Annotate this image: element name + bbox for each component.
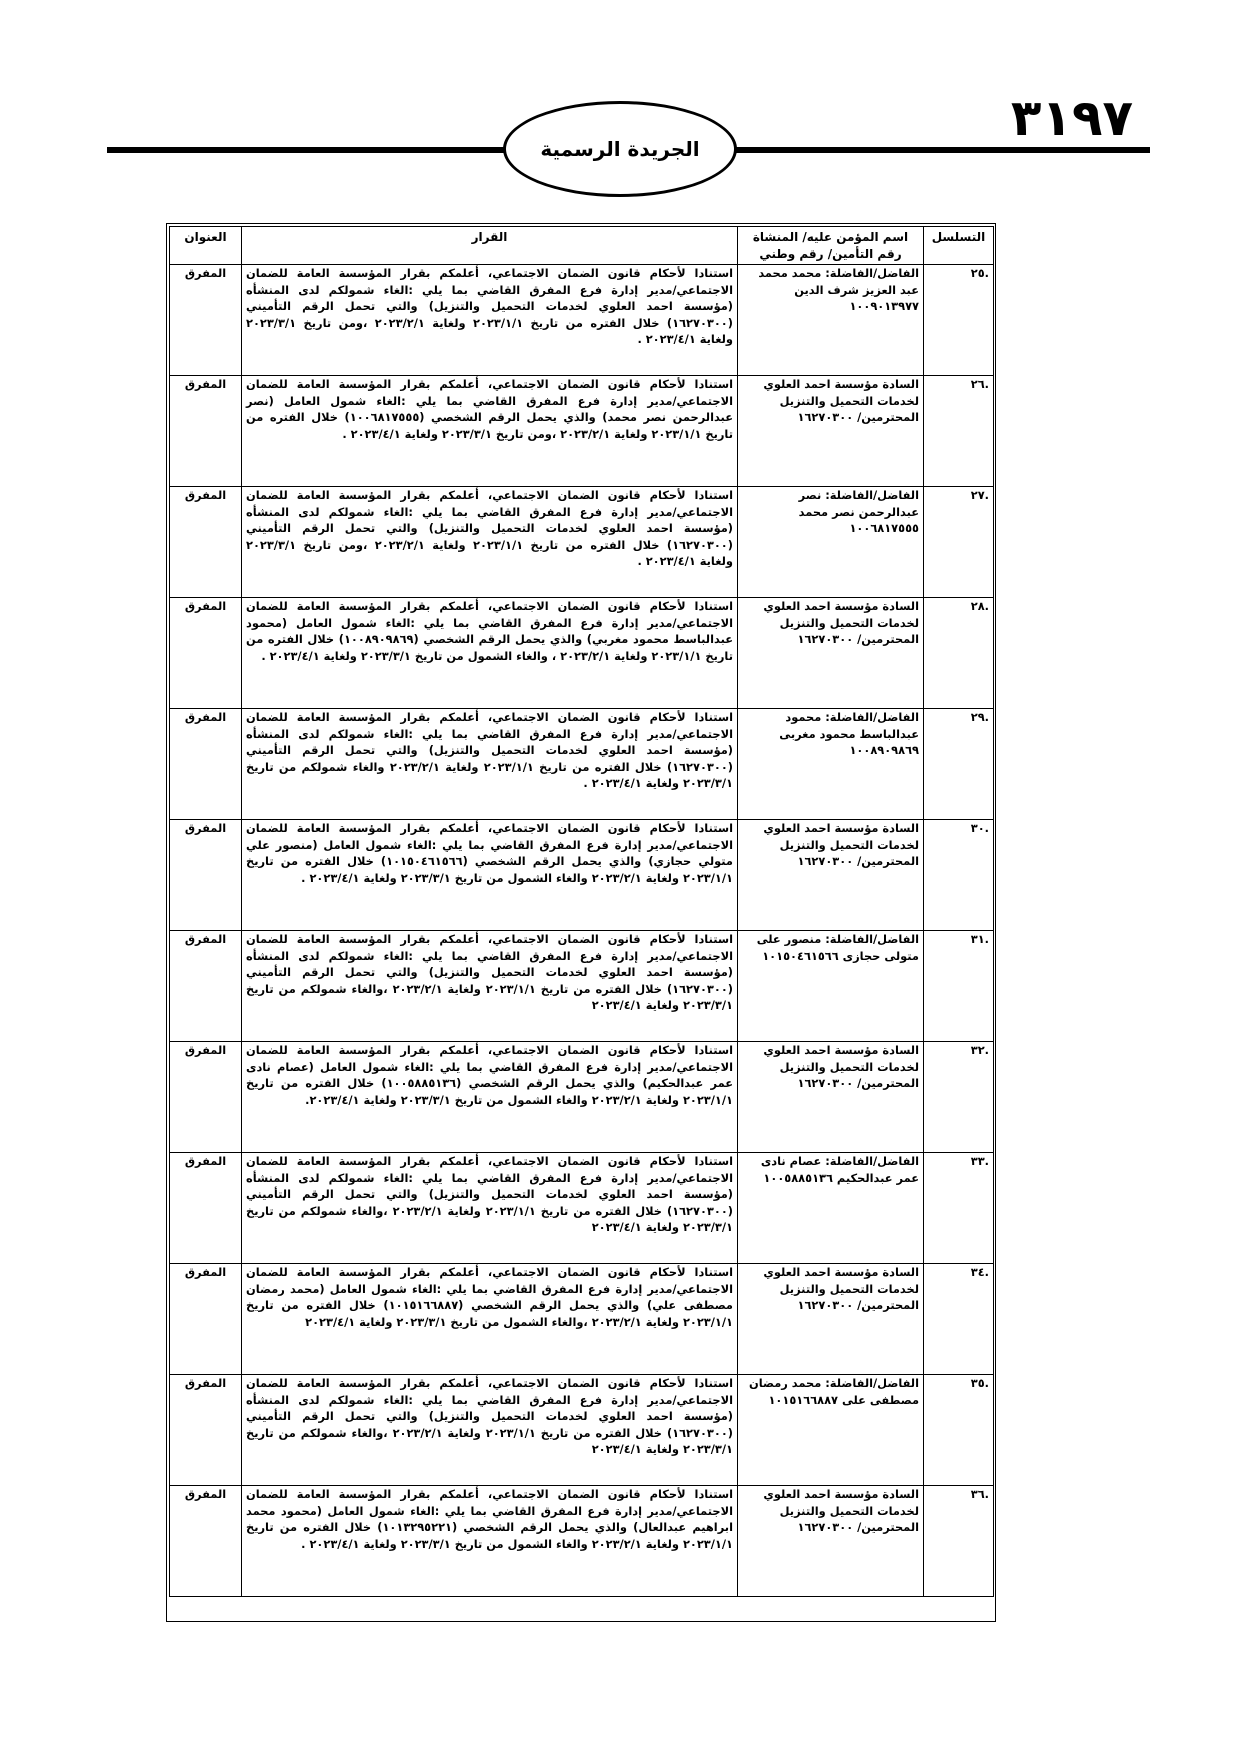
cell-address: المفرق: [170, 1486, 242, 1597]
cell-decision: استنادا لأحكام قانون الضمان الاجتماعي، أعلمكم بقرار المؤسسة العامة للضمان الاجتماعي/مدير إدارة فرع المفرق القاضي بما يلي :الغاء شمولكم لدى المنشأه (مؤسسة احمد العلوي لخدمات التحميل والتنزيل) والتي تحمل الرقم التأميني (١٦٢٧٠٣٠٠) خلال الفتره من تاريخ ٢٠٢٣/١/١ ولغاية ٢٠٢٣/٢/١ ،ومن تاريخ ٢٠٢٣/٣/١ ولغاية ٢٠٢٣/٤/١ .: [242, 265, 738, 376]
cell-address: المفرق: [170, 598, 242, 709]
cell-serial: .٢٨: [924, 598, 994, 709]
cell-decision: استنادا لأحكام قانون الضمان الاجتماعي، أعلمكم بقرار المؤسسة العامة للضمان الاجتماعي/مدير إدارة فرع المفرق القاضي بما يلي :الغاء شمولكم لدى المنشأه (مؤسسة احمد العلوي لخدمات التحميل والتنزيل) والتي تحمل الرقم التأميني (١٦٢٧٠٣٠٠) خلال الفتره من تاريخ ٢٠٢٣/١/١ ولغاية ٢٠٢٣/٢/١ ،والغاء شمولكم من تاريخ ٢٠٢٣/٣/١ ولغاية ٢٠٢٣/٤/١: [242, 1153, 738, 1264]
cell-name: السادة مؤسسة احمد العلوي لخدمات التحميل والتنزيل المحترمين/ ١٦٢٧٠٣٠٠: [738, 1042, 924, 1153]
cell-name: السادة مؤسسة احمد العلوي لخدمات التحميل والتنزيل المحترمين/ ١٦٢٧٠٣٠٠: [738, 598, 924, 709]
cell-decision: استنادا لأحكام قانون الضمان الاجتماعي، أعلمكم بقرار المؤسسة العامة للضمان الاجتماعي/مدير إدارة فرع المفرق القاضي بما يلي :الغاء شمول العامل (عصام نادى عمر عبدالحكيم) والذي يحمل الرقم الشخصي (١٠٠٥٨٨٥١٣٦) خلال الفتره من تاريخ ٢٠٢٣/١/١ ولغاية ٢٠٢٣/٢/١ والغاء الشمول من تاريخ ٢٠٢٣/٣/١ ولغاية ٢٠٢٣/٤/١.: [242, 1042, 738, 1153]
cell-serial: .٣٤: [924, 1264, 994, 1375]
cell-address: المفرق: [170, 1042, 242, 1153]
cell-decision: استنادا لأحكام قانون الضمان الاجتماعي، أعلمكم بقرار المؤسسة العامة للضمان الاجتماعي/مدير إدارة فرع المفرق القاضي بما يلي :الغاء شمول العامل (محمود محمد ابراهيم عبدالعال) والذي يحمل الرقم الشخصي (١٠١٣٢٩٥٢٢١) خلال الفتره من تاريخ ٢٠٢٣/١/١ ولغاية ٢٠٢٣/٢/١ والغاء الشمول من تاريخ ٢٠٢٣/٣/١ ولغاية ٢٠٢٣/٤/١ .: [242, 1486, 738, 1597]
cell-decision: استنادا لأحكام قانون الضمان الاجتماعي، أعلمكم بقرار المؤسسة العامة للضمان الاجتماعي/مدير إدارة فرع المفرق القاضي بما يلي :الغاء شمول العامل (نصر عبدالرحمن نصر محمد) والذي يحمل الرقم الشخصي (١٠٠٦٨١٧٥٥٥) خلال الفتره من تاريخ ٢٠٢٣/١/١ ولغاية ٢٠٢٣/٢/١ ،ومن تاريخ ٢٠٢٣/٣/١ ولغاية ٢٠٢٣/٤/١ .: [242, 376, 738, 487]
header-address: العنوان: [170, 227, 242, 265]
cell-name: السادة مؤسسة احمد العلوي لخدمات التحميل والتنزيل المحترمين/ ١٦٢٧٠٣٠٠: [738, 376, 924, 487]
cell-name: الفاضل/الفاضلة: منصور على متولى حجازى ١٠١٥٠٤٦١٥٦٦: [738, 931, 924, 1042]
cell-address: المفرق: [170, 1153, 242, 1264]
table-row: [170, 598, 994, 709]
cell-decision: استنادا لأحكام قانون الضمان الاجتماعي، أعلمكم بقرار المؤسسة العامة للضمان الاجتماعي/مدير إدارة فرع المفرق القاضي بما يلي :الغاء شمول العامل (محمود عبدالباسط محمود مغربي) والذي يحمل الرقم الشخصي (١٠٠٨٩٠٩٨٦٩) خلال الفتره من تاريخ ٢٠٢٣/١/١ ولغاية ٢٠٢٣/٢/١ ، والغاء الشمول من تاريخ ٢٠٢٣/٣/١ ولغاية ٢٠٢٣/٤/١ .: [242, 598, 738, 709]
table-header-row: [170, 227, 994, 265]
decisions-table: [169, 226, 994, 1597]
cell-address: المفرق: [170, 487, 242, 598]
gazette-masthead: [503, 101, 737, 197]
cell-name: السادة مؤسسة احمد العلوي لخدمات التحميل والتنزيل المحترمين/ ١٦٢٧٠٣٠٠: [738, 820, 924, 931]
header-name: اسم المؤمن عليه/ المنشاة رقم التأمين/ رقم وطني: [738, 227, 924, 265]
table-row: [170, 487, 994, 598]
cell-address: المفرق: [170, 265, 242, 376]
cell-address: المفرق: [170, 931, 242, 1042]
cell-name: السادة مؤسسة احمد العلوي لخدمات التحميل والتنزيل المحترمين/ ١٦٢٧٠٣٠٠: [738, 1486, 924, 1597]
table-row: [170, 1486, 994, 1597]
cell-serial: .٢٧: [924, 487, 994, 598]
cell-address: المفرق: [170, 709, 242, 820]
gazette-title: الجريدة الرسمية: [540, 137, 700, 161]
cell-serial: .٢٩: [924, 709, 994, 820]
cell-serial: .٢٦: [924, 376, 994, 487]
cell-address: المفرق: [170, 1375, 242, 1486]
cell-name: الفاضل/الفاضلة: عصام نادى عمر عبدالحكيم ١٠٠٥٨٨٥١٣٦: [738, 1153, 924, 1264]
cell-address: المفرق: [170, 1264, 242, 1375]
table-row: [170, 265, 994, 376]
cell-serial: .٣٥: [924, 1375, 994, 1486]
table-row: [170, 376, 994, 487]
cell-decision: استنادا لأحكام قانون الضمان الاجتماعي، أعلمكم بقرار المؤسسة العامة للضمان الاجتماعي/مدير إدارة فرع المفرق القاضي بما يلي :الغاء شمولكم لدى المنشأه (مؤسسة احمد العلوي لخدمات التحميل والتنزيل) والتي تحمل الرقم التأميني (١٦٢٧٠٣٠٠) خلال الفتره من تاريخ ٢٠٢٣/١/١ ولغاية ٢٠٢٣/٢/١ ،ومن تاريخ ٢٠٢٣/٣/١ ولغاية ٢٠٢٣/٤/١ .: [242, 487, 738, 598]
cell-name: الفاضل/الفاضلة: محمد رمضان مصطفى على ١٠١٥١٦٦٨٨٧: [738, 1375, 924, 1486]
table-row: [170, 1042, 994, 1153]
header-decision: القرار: [242, 227, 738, 265]
cell-decision: استنادا لأحكام قانون الضمان الاجتماعي، أعلمكم بقرار المؤسسة العامة للضمان الاجتماعي/مدير إدارة فرع المفرق القاضي بما يلي :الغاء شمولكم لدى المنشأه (مؤسسة احمد العلوي لخدمات التحميل والتنزيل) والتي تحمل الرقم التأميني (١٦٢٧٠٣٠٠) خلال الفتره من تاريخ ٢٠٢٣/١/١ ولغاية ٢٠٢٣/٢/١ ،والغاء شمولكم من تاريخ ٢٠٢٣/٣/١ ولغاية ٢٠٢٣/٤/١: [242, 931, 738, 1042]
cell-name: الفاضل/الفاضلة: محمد محمد عبد العزيز شرف الدين ١٠٠٩٠١٣٩٧٧: [738, 265, 924, 376]
header-serial: التسلسل: [924, 227, 994, 265]
cell-serial: .٣٢: [924, 1042, 994, 1153]
cell-decision: استنادا لأحكام قانون الضمان الاجتماعي، أعلمكم بقرار المؤسسة العامة للضمان الاجتماعي/مدير إدارة فرع المفرق القاضي بما يلي :الغاء شمول العامل (منصور علي متولي حجازي) والذي يحمل الرقم الشخصي (١٠١٥٠٤٦١٥٦٦) خلال الفتره من تاريخ ٢٠٢٣/١/١ ولغاية ٢٠٢٣/٢/١ والغاء الشمول من تاريخ ٢٠٢٣/٣/١ ولغاية ٢٠٢٣/٤/١ .: [242, 820, 738, 931]
decisions-table-frame: [166, 223, 996, 1622]
page-number: ٣١٩٧: [1010, 89, 1133, 147]
table-row: [170, 931, 994, 1042]
cell-decision: استنادا لأحكام قانون الضمان الاجتماعي، أعلمكم بقرار المؤسسة العامة للضمان الاجتماعي/مدير إدارة فرع المفرق القاضي بما يلي :الغاء شمول العامل (محمد رمضان مصطفى علي) والذي يحمل الرقم الشخصي (١٠١٥١٦٦٨٨٧) خلال الفتره من تاريخ ٢٠٢٣/١/١ ولغاية ٢٠٢٣/٢/١ ،والغاء الشمول من تاريخ ٢٠٢٣/٣/١ ولغاية ٢٠٢٣/٤/١: [242, 1264, 738, 1375]
cell-name: السادة مؤسسة احمد العلوي لخدمات التحميل والتنزيل المحترمين/ ١٦٢٧٠٣٠٠: [738, 1264, 924, 1375]
cell-decision: استنادا لأحكام قانون الضمان الاجتماعي، أعلمكم بقرار المؤسسة العامة للضمان الاجتماعي/مدير إدارة فرع المفرق القاضي بما يلي :الغاء شمولكم لدى المنشأه (مؤسسة احمد العلوي لخدمات التحميل والتنزيل) والتي تحمل الرقم التأميني (١٦٢٧٠٣٠٠) خلال الفتره من تاريخ ٢٠٢٣/١/١ ولغاية ٢٠٢٣/٢/١ والغاء شمولكم من تاريخ ٢٠٢٣/٣/١ ولغاية ٢٠٢٣/٤/١ .: [242, 709, 738, 820]
cell-decision: استنادا لأحكام قانون الضمان الاجتماعي، أعلمكم بقرار المؤسسة العامة للضمان الاجتماعي/مدير إدارة فرع المفرق القاضي بما يلي :الغاء شمولكم لدى المنشأه (مؤسسة احمد العلوي لخدمات التحميل والتنزيل) والتي تحمل الرقم التأميني (١٦٢٧٠٣٠٠) خلال الفتره من تاريخ ٢٠٢٣/١/١ ولغاية ٢٠٢٣/٢/١ ،والغاء شمولكم من تاريخ ٢٠٢٣/٣/١ ولغاية ٢٠٢٣/٤/١: [242, 1375, 738, 1486]
table-row: [170, 1264, 994, 1375]
cell-serial: .٣٦: [924, 1486, 994, 1597]
cell-address: المفرق: [170, 820, 242, 931]
cell-serial: .٣٣: [924, 1153, 994, 1264]
table-row: [170, 1153, 994, 1264]
table-row: [170, 820, 994, 931]
table-row: [170, 709, 994, 820]
cell-serial: .٢٥: [924, 265, 994, 376]
table-row: [170, 1375, 994, 1486]
cell-name: الفاضل/الفاضلة: محمود عبدالباسط محمود مغربى ١٠٠٨٩٠٩٨٦٩: [738, 709, 924, 820]
cell-serial: .٣٠: [924, 820, 994, 931]
cell-serial: .٣١: [924, 931, 994, 1042]
cell-address: المفرق: [170, 376, 242, 487]
cell-name: الفاضل/الفاضلة: نصر عبدالرحمن نصر محمد ١٠٠٦٨١٧٥٥٥: [738, 487, 924, 598]
